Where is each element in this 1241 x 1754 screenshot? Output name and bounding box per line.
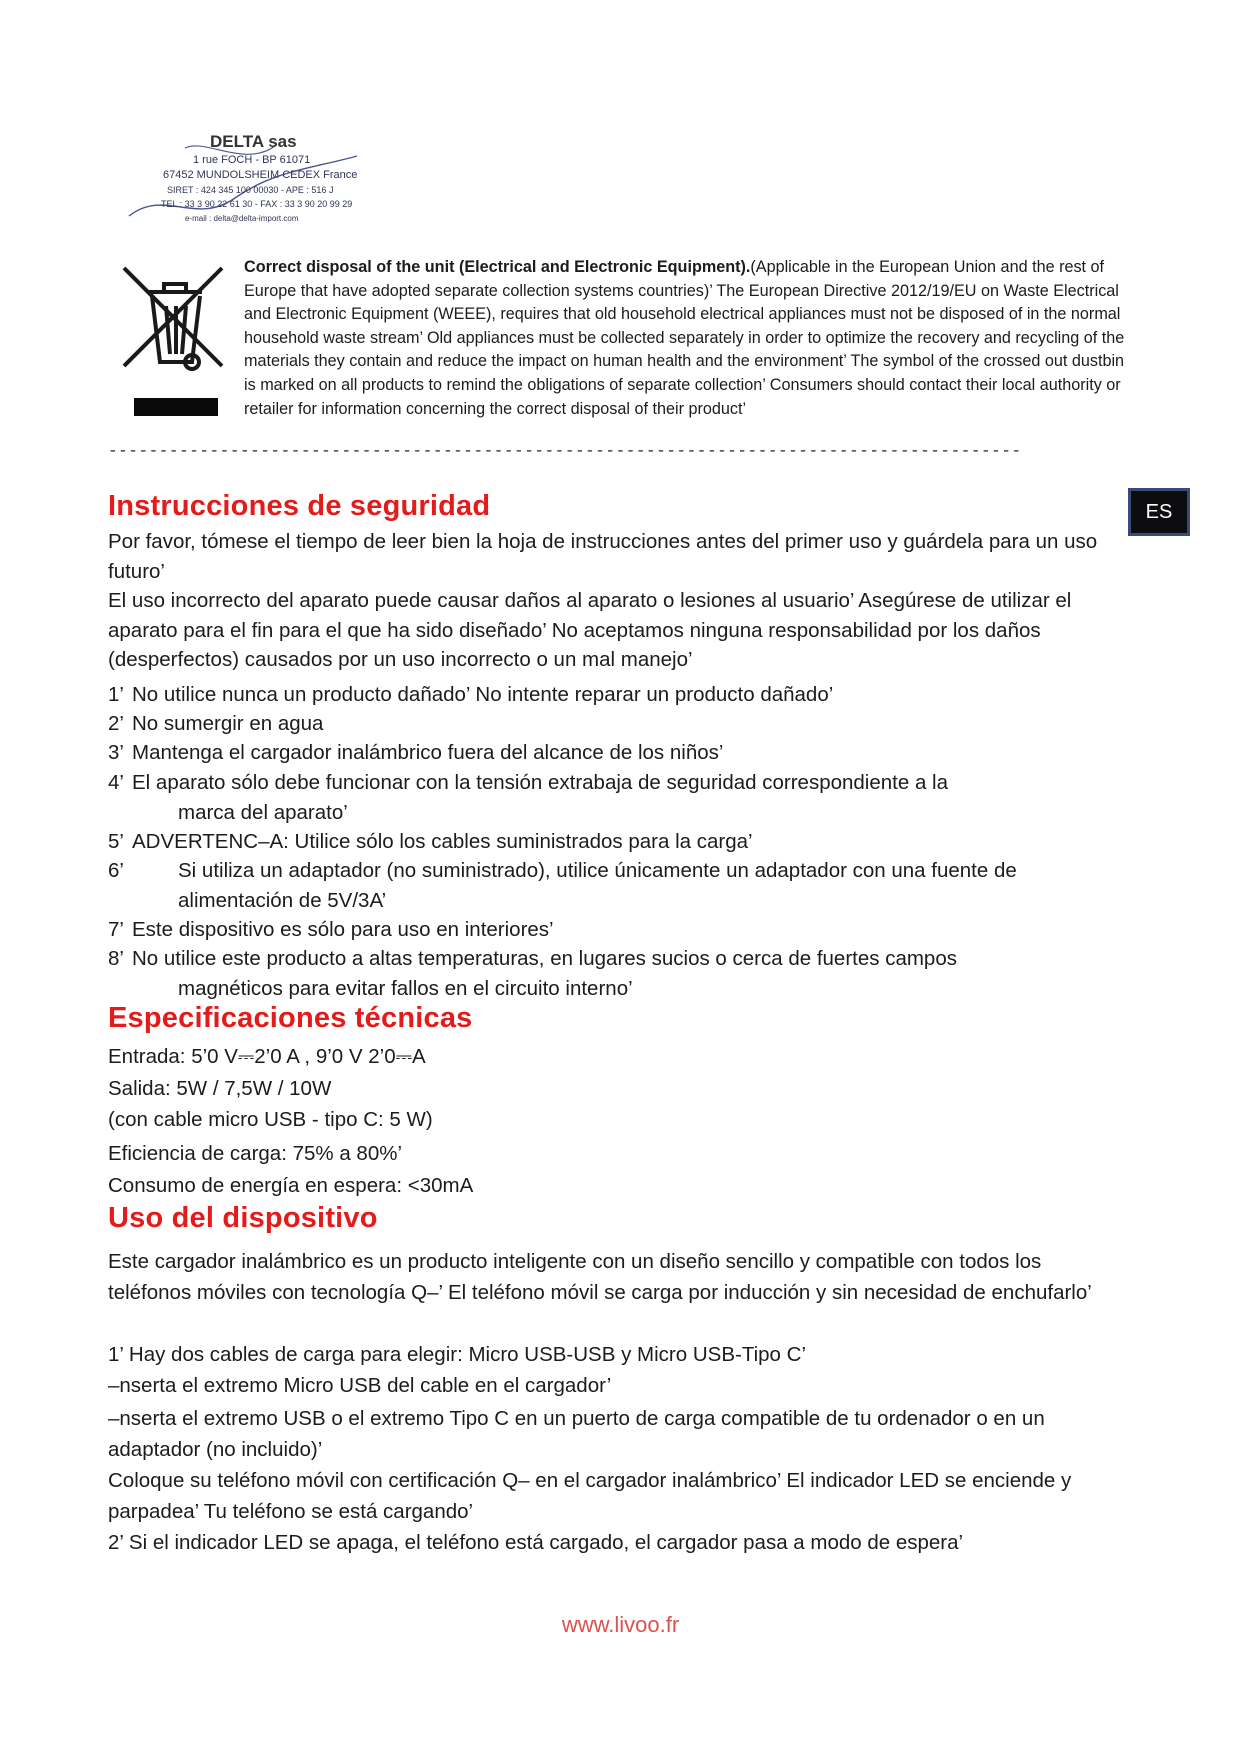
safety-warning: El uso incorrecto del aparato puede causar daños al aparato o lesiones al usuario’ Asegúrese de utilizar el aparato para el fin para el que ha sido diseñado’ No aceptamos ninguna responsabilidad por los daños (desperfectos) causados por un uso incorrecto o un mal manejo’ — [108, 589, 1072, 671]
stamp-line: TEL : 33 3 90 22 61 30 - FAX : 33 3 90 20 99 29 — [161, 199, 353, 209]
stamp-company: DELTA sas — [210, 132, 297, 151]
list-item: 7’ Este dispositivo es sólo para uso en interiores’ — [108, 918, 554, 941]
spec-line: Salida: 5W / 7,5W / 10W — [108, 1077, 332, 1100]
list-item: 5’ ADVERTENC–A: Utilice sólo los cables suministrados para la carga’ — [108, 830, 753, 853]
usage-intro: Este cargador inalámbrico es un producto inteligente con un diseño sencillo y compatible con todos los teléfonos móviles con tecnología Q–’ El teléfono móvil se carga por inducción y sin necesidad de enchufarlo’ — [108, 1250, 1092, 1304]
list-item: 3’ Mantenga el cargador inalámbrico fuera del alcance de los niños’ — [108, 741, 724, 764]
usage-step: 1’ Hay dos cables de carga para elegir: Micro USB-USB y Micro USB-Tipo C’ — [108, 1343, 807, 1366]
stamp-line: 1 rue FOCH - BP 61071 — [193, 154, 311, 166]
usage-step: 2’ Si el indicador LED se apaga, el teléfono está cargado, el cargador pasa a modo de espera’ — [108, 1531, 964, 1554]
list-item: 6’ Si utiliza un adaptador (no suministrado), utilice únicamente un adaptador con una fuente de alimentación de 5V/3A’ — [108, 859, 1017, 912]
safety-title: Instrucciones de seguridad — [108, 490, 491, 522]
safety-intro: Por favor, tómese el tiempo de leer bien la hoja de instrucciones antes del primer uso y guárdela para un uso futuro’ — [108, 530, 1098, 583]
spec-line: (con cable micro USB - tipo C: 5 W) — [108, 1108, 433, 1131]
usage-step: –nserta el extremo Micro USB del cable en el cargador’ — [108, 1374, 612, 1397]
divider: ------------------------------------------------------------------------------------------ — [108, 442, 1022, 460]
spec-line: Consumo de energía en espera: <30mA — [108, 1174, 474, 1197]
footer-website: www.livoo.fr — [561, 1612, 680, 1637]
spec-line: Entrada: 5’0 V⎓2’0 A , 9’0 V 2’0⎓A — [108, 1045, 426, 1068]
disposal-notice — [108, 256, 1138, 421]
usage-title: Uso del dispositivo — [108, 1202, 378, 1234]
stamp-line: SIRET : 424 345 100 00030 - APE : 516 J — [167, 185, 334, 195]
list-item: 8’ No utilice este producto a altas temperaturas, en lugares sucios o cerca de fuertes campos magnéticos para evitar fallos en el circuito interno’ — [108, 947, 957, 1000]
stamp-line: 67452 MUNDOLSHEIM CEDEX France — [163, 169, 358, 181]
list-item: 1’ No utilice nunca un producto dañado’ No intente reparar un producto dañado’ — [108, 683, 834, 706]
list-item: 4’ El aparato sólo debe funcionar con la tensión extrabaja de seguridad correspondiente a la marca del aparato’ — [108, 771, 948, 824]
spec-line: Eficiencia de carga: 75% a 80%’ — [108, 1142, 403, 1165]
disposal-text: (Applicable in the European Union and the rest of Europe that have adopted separate collection systems countries)’ The European Directive 2012/19/EU on Waste Electrical and Electronic Equipment (WEEE), requires that old household electrical appliances must not be disposed of in the normal household waste stream’ Old appliances must be collected separately in order to optimize the recovery and recycling of the materials they contain and reduce the impact on human health and the environment’ The symbol of the crossed out dustbin is marked on all products to remind the obligations of separate collection’ Consumers should contact their local authority or retailer for information concerning the correct disposal of their product’ — [244, 258, 1125, 418]
language-tab: ES — [1128, 488, 1190, 536]
specs-title: Especificaciones técnicas — [108, 1002, 473, 1034]
usage-step: –nserta el extremo USB o el extremo Tipo C en un puerto de carga compatible de tu ordenador o en un adaptador (no incluido)’ — [108, 1407, 1045, 1461]
usage-step: Coloque su teléfono móvil con certificación Q– en el cargador inalámbrico’ El indicador LED se enciende y parpadea’ Tu teléfono se está cargando’ — [108, 1469, 1072, 1523]
company-stamp — [125, 128, 365, 228]
disposal-heading: Correct disposal of the unit (Electrical and Electronic Equipment). — [244, 258, 751, 276]
stamp-line: e-mail : delta@delta-import.com — [185, 214, 299, 223]
list-item: 2’ No sumergir en agua — [108, 712, 324, 735]
